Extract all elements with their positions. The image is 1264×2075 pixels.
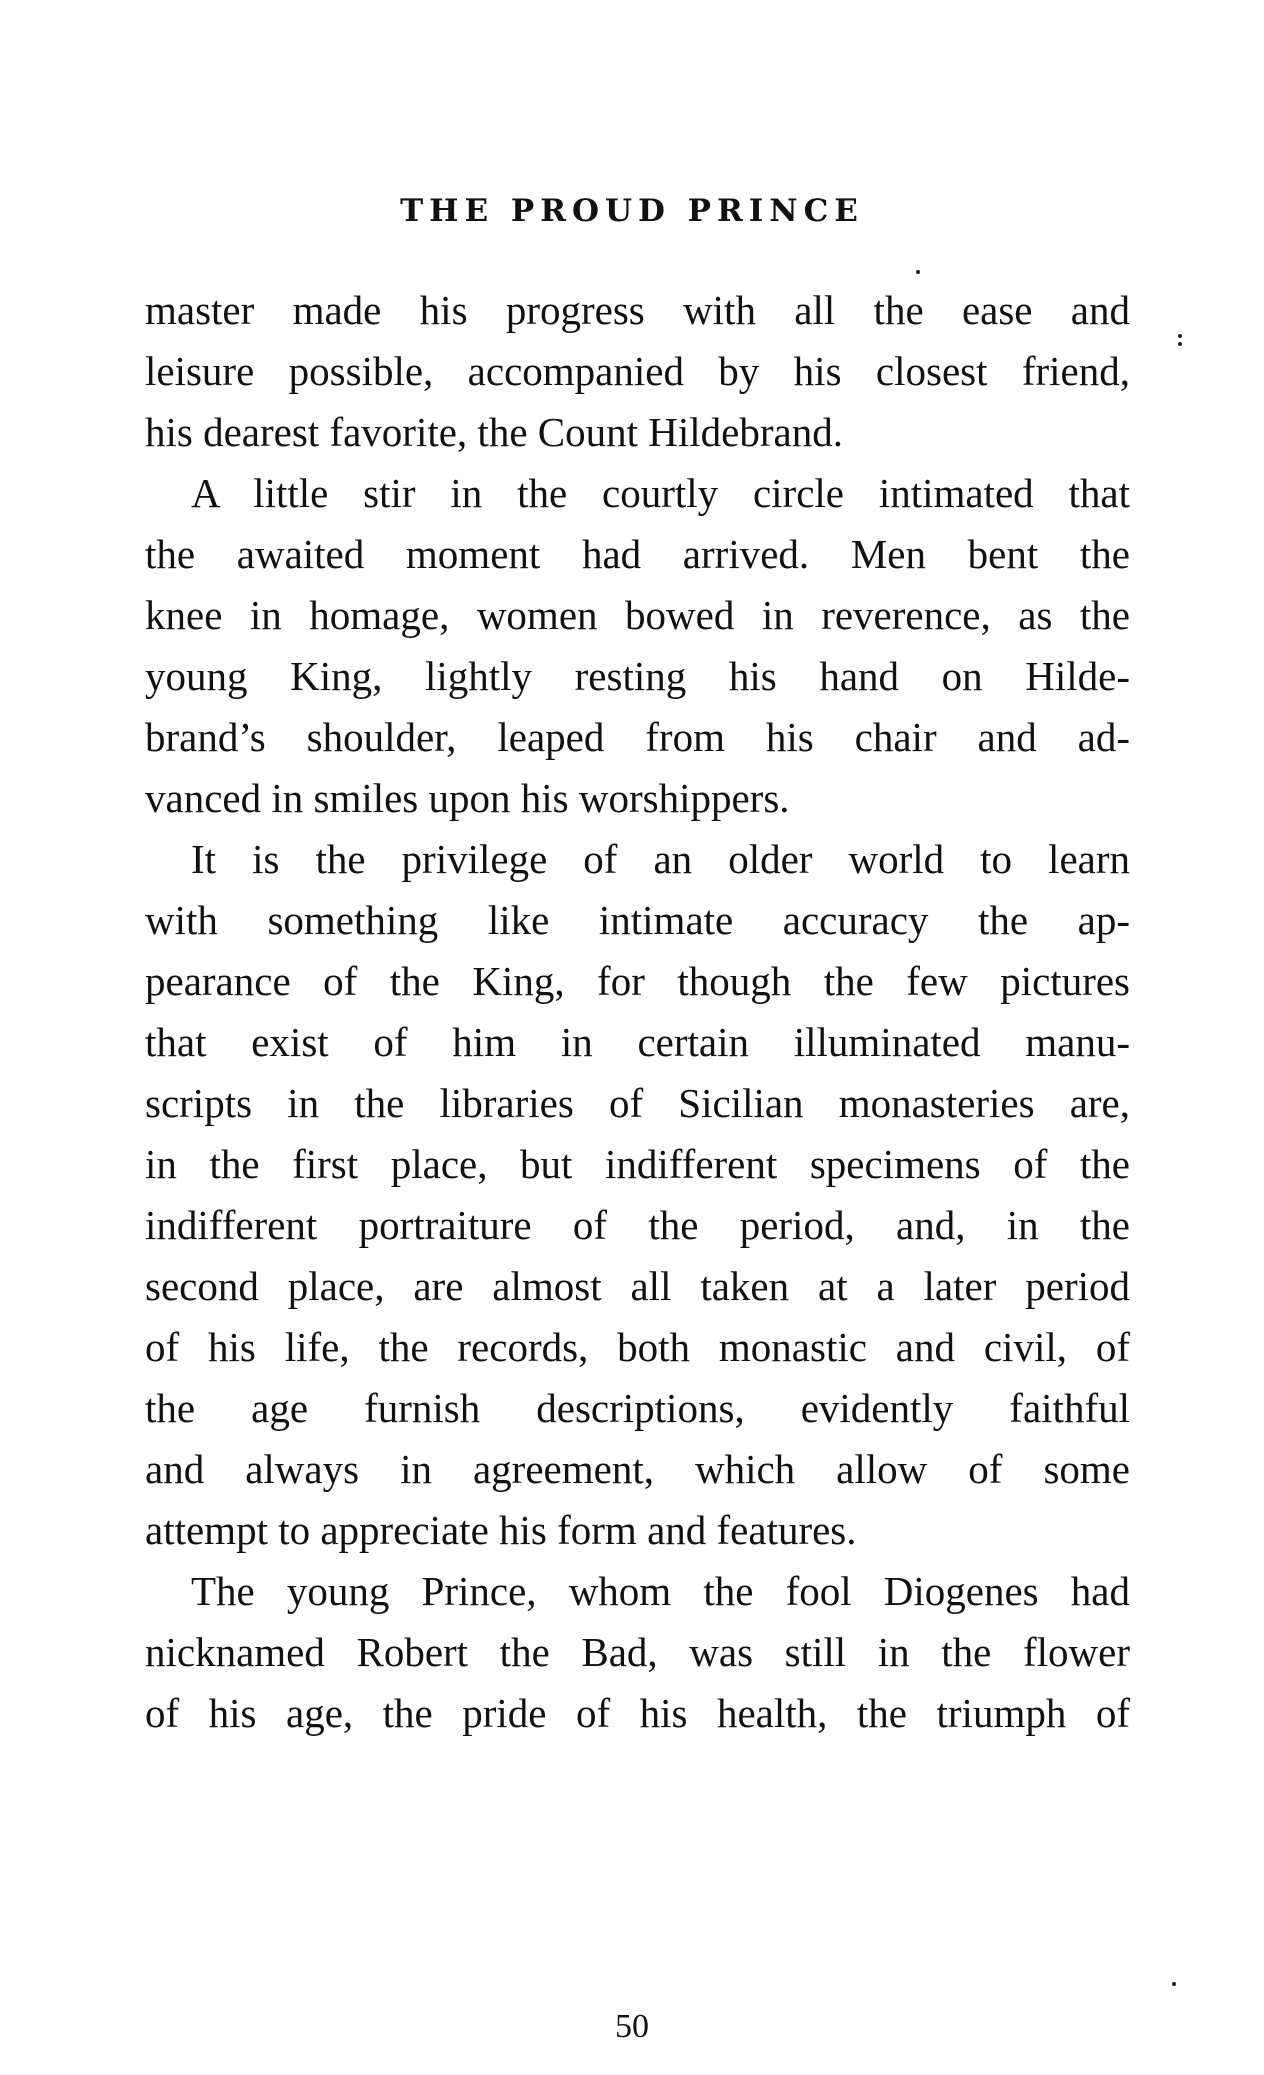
text-line: The young Prince, whom the fool Diogenes had [191,1568,1130,1614]
text-line: A little stir in the courtly circle intimated that [191,470,1130,516]
print-speck [1172,1982,1176,1986]
text-line: second place, are almost all taken at a later period [145,1263,1130,1309]
text-line: vanced in smiles upon his worshippers. [145,775,790,821]
text-line: brand’s shoulder, leaped from his chair and ad- [145,714,1130,760]
print-speck [1178,334,1182,338]
text-line: attempt to appreciate his form and features. [145,1507,857,1553]
text-line: indifferent portraiture of the period, and, in the [145,1202,1130,1248]
text-line: scripts in the libraries of Sicilian monasteries are, [145,1080,1130,1126]
text-line: of his life, the records, both monastic and civil, of [145,1324,1130,1370]
text-line: the awaited moment had arrived. Men bent the [145,531,1130,577]
text-line: knee in homage, women bowed in reverence, as the [145,592,1130,638]
text-line: master made his progress with all the ease and [145,287,1130,333]
text-line: pearance of the King, for though the few pictures [145,958,1130,1004]
text-line: young King, lightly resting his hand on Hilde- [145,653,1130,699]
text-line: with something like intimate accuracy the ap- [145,897,1130,943]
body-text [145,280,1130,1744]
text-line: the age furnish descriptions, evidently faithful [145,1385,1130,1431]
page-number: 50 [615,2008,649,2045]
text-line: It is the privilege of an older world to learn [191,836,1130,882]
text-line: that exist of him in certain illuminated manu- [145,1019,1130,1065]
print-speck [1178,342,1182,346]
print-speck [916,270,920,274]
text-line: nicknamed Robert the Bad, was still in the flower [145,1629,1130,1675]
text-line: his dearest favorite, the Count Hildebrand. [145,409,843,455]
text-line: and always in agreement, which allow of some [145,1446,1130,1492]
text-line: leisure possible, accompanied by his closest friend, [145,348,1130,394]
text-line: of his age, the pride of his health, the triumph of [145,1690,1130,1736]
running-head-title: THE PROUD PRINCE [400,193,864,229]
text-line: in the first place, but indifferent specimens of the [145,1141,1130,1187]
